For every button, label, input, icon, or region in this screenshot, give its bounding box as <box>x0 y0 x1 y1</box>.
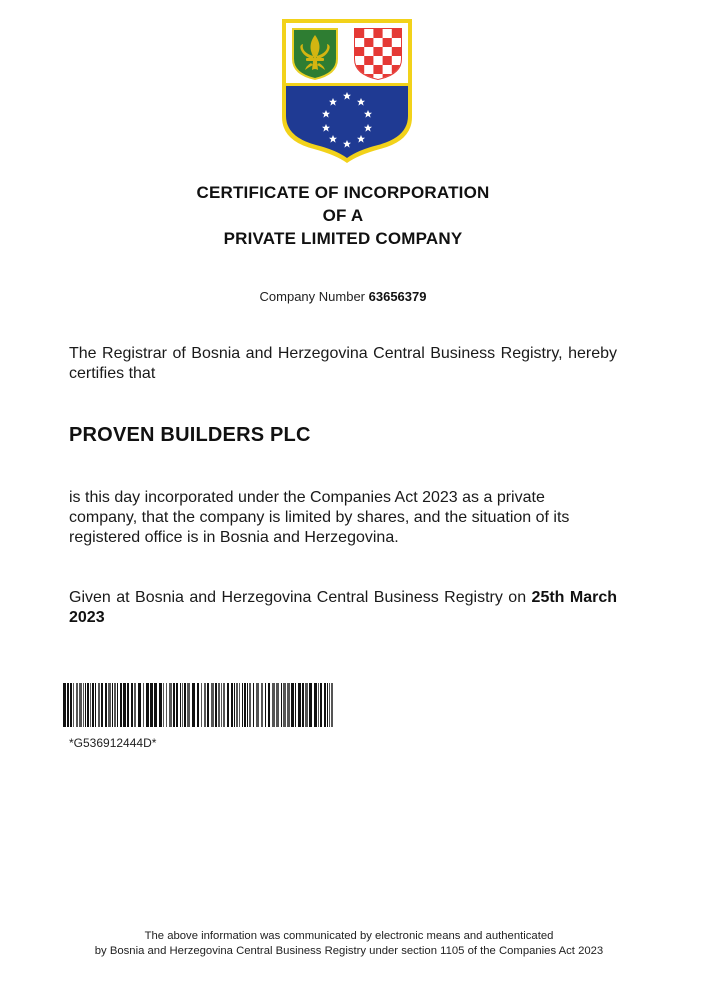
company-number <box>0 289 686 304</box>
barcode-text: *G536912444D* <box>69 736 157 750</box>
footer-line-1: The above information was communicated by electronic means and authenticated <box>144 930 554 942</box>
registrar-intro-text: The Registrar of Bosnia and Herzegovina Central Business Registry, hereby certifies that <box>69 345 617 382</box>
title-line-2: OF A <box>322 206 364 225</box>
incorporation-statement: is this day incorporated under the Companies Act 2023 as a private company, that the company is limited by shares, and the situation of its registered office is in Bosnia and Herzegovina. <box>69 489 570 546</box>
barcode-image <box>63 683 334 727</box>
given-at-text: Given at Bosnia and Herzegovina Central Business Registry on <box>69 589 527 606</box>
company-number-label: Company Number <box>259 289 366 304</box>
authentication-footer <box>0 929 698 959</box>
company-number-value: 63656379 <box>368 289 427 304</box>
given-at-statement <box>69 588 617 628</box>
title-line-3: PRIVATE LIMITED COMPANY <box>223 229 463 248</box>
incorporation-date: 25th March 2023 <box>69 589 618 626</box>
footer-line-2: by Bosnia and Herzegovina Central Business Registry under section 1105 of the Companies Act 2023 <box>94 945 604 957</box>
company-name: PROVEN BUILDERS PLC <box>69 424 311 446</box>
certificate-title <box>0 181 686 250</box>
title-line-1: CERTIFICATE OF INCORPORATION <box>196 183 490 202</box>
coat-of-arms-emblem <box>280 17 414 165</box>
